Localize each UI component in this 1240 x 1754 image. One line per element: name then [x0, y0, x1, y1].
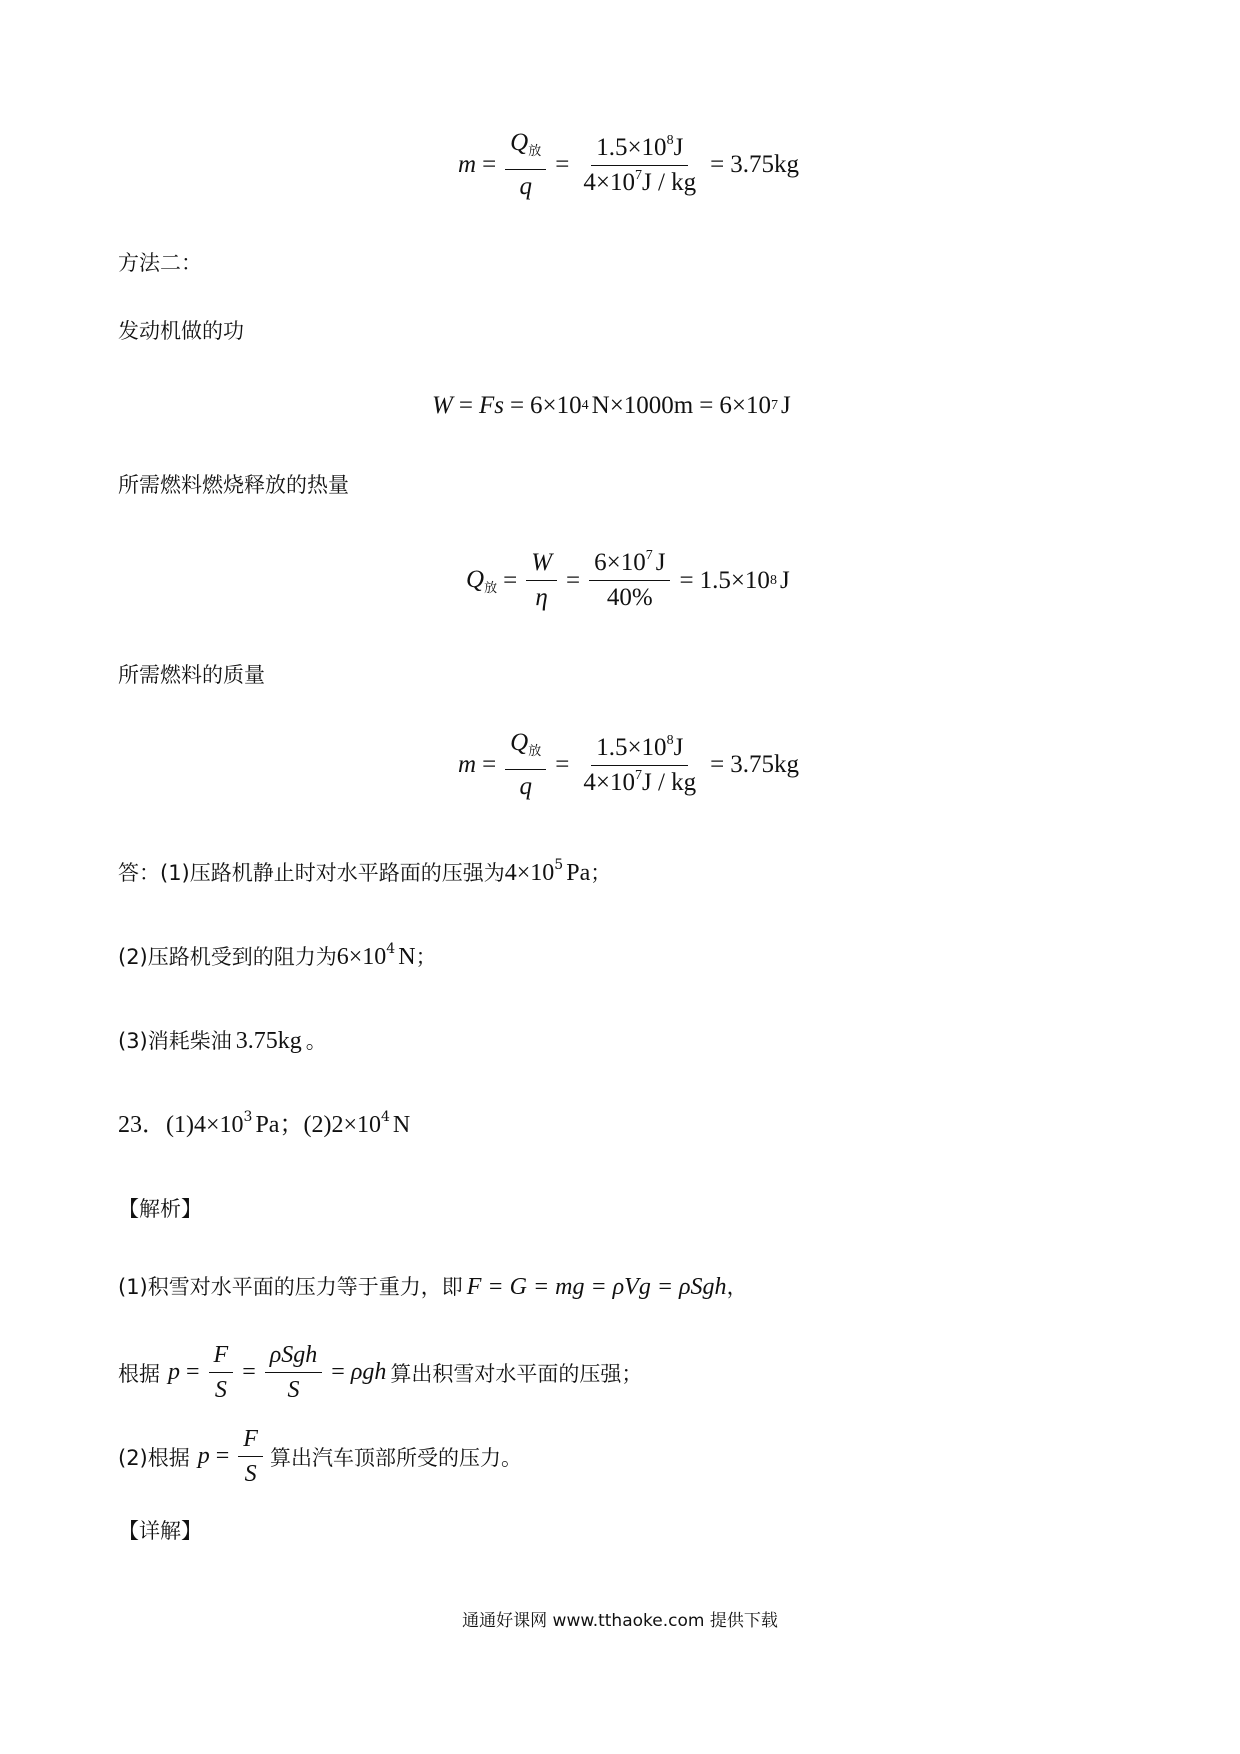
mass-label: 所需燃料的质量: [118, 663, 265, 687]
analysis-line-2: 根据 p = $\frac{F}{S}$ = $\frac{\text{ρSgh}}{S}$ = ρgh 算出积雪对水平面的压强；: [118, 1342, 643, 1403]
page-footer: 通通好课网 www.tthaoke.com 提供下载: [462, 1611, 778, 1631]
answer-3: (3)消耗柴油 3.75kg 。: [118, 1028, 327, 1054]
analysis-line-1: (1)积雪对水平面的压力等于重力，即 F = G = mg = ρVg = ρSgh，: [118, 1274, 748, 1300]
analysis-line-3: (2)根据 p = $\frac{F}{S}$ 算出汽车顶部所受的压力。: [118, 1426, 522, 1487]
answer-2: (2)压路机受到的阻力为$6\times 10^4$ N；: [118, 941, 437, 970]
fraction-w-over-eta: $\frac{W}{\eta}$: [526, 548, 557, 613]
mass-equation-top: m = $\frac{Q_放}{q}$ = $\frac{1.5\times 10^8J}{4\times 10^7J / kg}$ = 3.75kg: [458, 129, 800, 200]
eq-m-lhs: m: [458, 151, 477, 178]
eq-m-result: 3.75kg: [730, 151, 800, 178]
fraction-q-over-q: $\frac{Q_放}{q}$: [505, 128, 546, 202]
fraction-heat-over-value: $\frac{1.5\times 10^8J}{4\times 10^7J / kg}$: [583, 132, 697, 196]
answer-1: 答：(1)压路机静止时对水平路面的压强为$4\times 10^5$ Pa；: [118, 857, 612, 886]
work-label: 发动机做的功: [118, 319, 244, 343]
method2-title: 方法二：: [118, 251, 202, 275]
analysis-heading: 【解析】: [118, 1197, 202, 1221]
fraction-work-over-efficiency: $\frac{6\times 10^7 J}{40\%}$: [589, 548, 670, 613]
mass-equation-bottom: m = $\frac{Q_放}{q}$ = $\frac{1.5\times 10^8J}{4\times 10^7J / kg}$ = 3.75kg: [458, 729, 800, 800]
work-equation: W = Fs = 6×10 4 N×1000m = 6×10 7 J: [432, 392, 791, 419]
heat-equation: $Q_放$ = $\frac{W}{\eta}$ = $\frac{6\times 10^7 J}{40\%}$ = 1.5×10 8 J: [466, 548, 790, 611]
detail-heading: 【详解】: [118, 1519, 202, 1543]
heat-label: 所需燃料燃烧释放的热量: [118, 473, 349, 497]
question-23-answer: 23．$(1)4\times 10^3$ Pa；$(2)2\times 10^4$ N: [118, 1109, 411, 1138]
